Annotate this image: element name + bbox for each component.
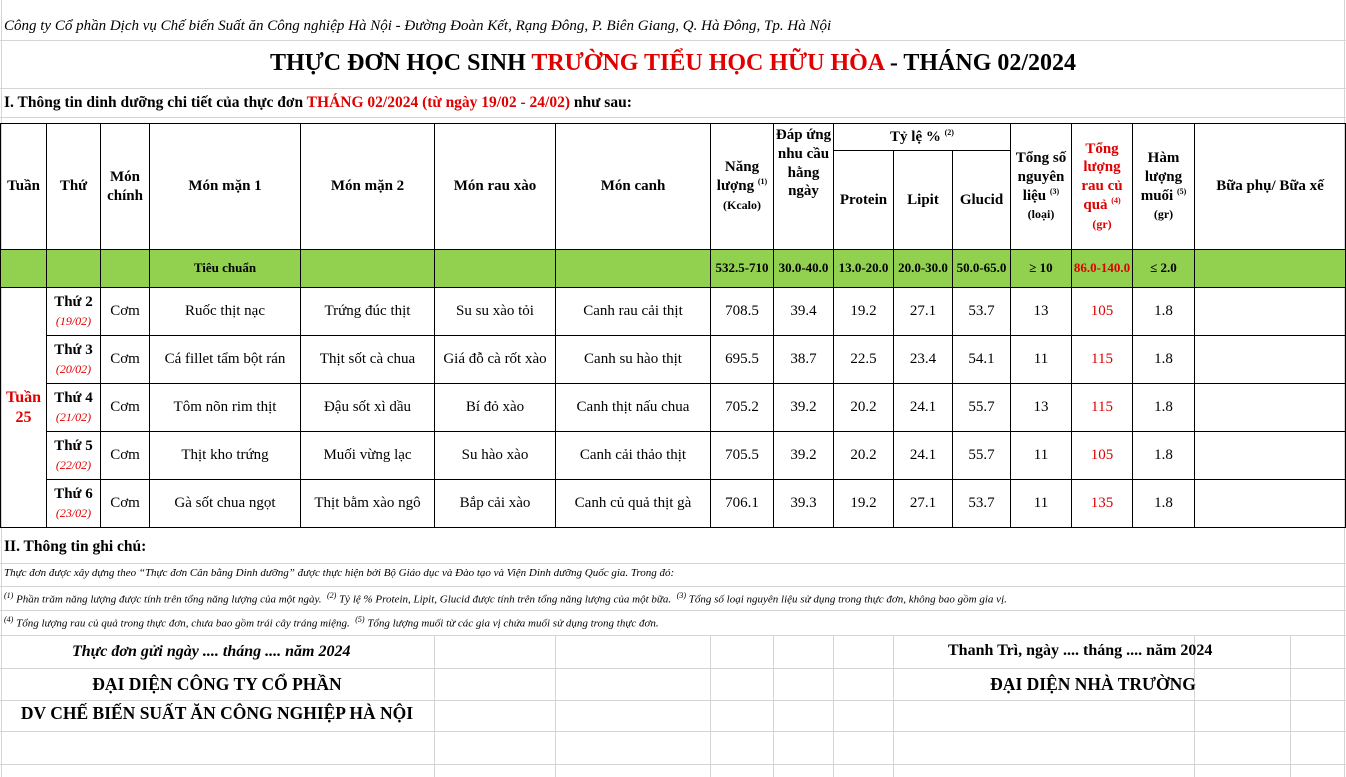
vegetable-dish-cell: Bắp cải xào	[435, 480, 556, 528]
school-representative-title: ĐẠI DIỆN NHÀ TRƯỜNG	[990, 674, 1196, 694]
main-dish-cell: Cơm	[101, 384, 150, 432]
header-ingredients	[1011, 124, 1072, 250]
header-ratio	[834, 124, 1011, 151]
lipit-cell: 24.1	[894, 384, 953, 432]
note-3-sup: (3)	[676, 591, 687, 600]
header-day: Thứ	[47, 124, 101, 250]
extra-meal-cell	[1195, 384, 1346, 432]
header-salt	[1133, 124, 1195, 250]
standard-row	[1, 250, 1346, 288]
vegetable-total-cell: 105	[1072, 288, 1133, 336]
glucid-cell: 53.7	[953, 288, 1011, 336]
section-2-heading: II. Thông tin ghi chú:	[4, 538, 147, 555]
header-daily-need: Đáp ứng nhu cầu hằng ngày	[774, 124, 834, 250]
header-protein: Protein	[834, 151, 894, 250]
header-vegetable-total-sup: (4)	[1111, 195, 1121, 205]
energy-cell: 706.1	[711, 480, 774, 528]
vegetable-total-cell: 135	[1072, 480, 1133, 528]
daily-need-cell: 39.2	[774, 432, 834, 480]
day-date: (21/02)	[55, 409, 92, 424]
protein-cell: 20.2	[834, 384, 894, 432]
protein-cell: 20.2	[834, 432, 894, 480]
header-dish-2: Món mặn 2	[301, 124, 435, 250]
day-date: (22/02)	[55, 457, 92, 472]
menu-table	[0, 123, 1346, 528]
header-energy-unit: (Kcalo)	[723, 197, 761, 212]
energy-cell: 708.5	[711, 288, 774, 336]
day-cell	[47, 480, 101, 528]
day-cell	[47, 336, 101, 384]
extra-meal-cell	[1195, 336, 1346, 384]
note-1: Phần trăm năng lượng được tính trên tổng năng lượng của một ngày.	[13, 593, 322, 606]
lipit-cell: 27.1	[894, 480, 953, 528]
note-2-sup: (2)	[326, 591, 337, 600]
glucid-cell: 53.7	[953, 480, 1011, 528]
dish-1-cell: Gà sốt chua ngọt	[150, 480, 301, 528]
day-name: Thứ 2	[54, 293, 93, 310]
day-date: (19/02)	[55, 313, 92, 328]
note-5: Tổng lượng muối từ các gia vị chứa muối sử dụng trong thực đơn.	[364, 617, 659, 630]
vegetable-total-cell: 115	[1072, 384, 1133, 432]
salt-cell: 1.8	[1133, 480, 1195, 528]
day-date: (23/02)	[55, 505, 92, 520]
day-name: Thứ 3	[54, 341, 93, 358]
header-energy-label: Năng lượng	[716, 159, 760, 195]
vegetable-dish-cell: Su su xào tỏi	[435, 288, 556, 336]
soup-cell: Canh rau cải thịt	[556, 288, 711, 336]
standard-ingredients: ≥ 10	[1011, 250, 1072, 288]
sent-date-line: Thực đơn gửi ngày .... tháng .... năm 2024	[72, 643, 351, 660]
note-intro: Thực đơn được xây dựng theo “Thực đơn Cân bằng Dinh dưỡng” được thực hiện bởi Bộ Giáo dục và Đào tạo và Viện Dinh dưỡng Quốc gia. Trong đó:	[4, 567, 675, 579]
salt-cell: 1.8	[1133, 432, 1195, 480]
glucid-cell: 54.1	[953, 336, 1011, 384]
protein-cell: 22.5	[834, 336, 894, 384]
header-ingredients-label: Tổng số nguyên liệu	[1015, 150, 1067, 204]
day-cell	[47, 384, 101, 432]
energy-cell: 705.5	[711, 432, 774, 480]
day-date: (20/02)	[55, 361, 92, 376]
vegetable-dish-cell: Bí đỏ xào	[435, 384, 556, 432]
dish-2-cell: Trứng đúc thịt	[301, 288, 435, 336]
header-vegetable-total-unit: (gr)	[1092, 216, 1112, 231]
soup-cell: Canh củ quả thịt gà	[556, 480, 711, 528]
table-row	[1, 480, 1346, 528]
header-salt-label: Hàm lượng muối	[1140, 150, 1183, 204]
standard-protein: 13.0-20.0	[834, 250, 894, 288]
ingredients-cell: 13	[1011, 288, 1072, 336]
glucid-cell: 55.7	[953, 384, 1011, 432]
ingredients-cell: 13	[1011, 384, 1072, 432]
protein-cell: 19.2	[834, 288, 894, 336]
salt-cell: 1.8	[1133, 336, 1195, 384]
lipit-cell: 27.1	[894, 288, 953, 336]
protein-cell: 19.2	[834, 480, 894, 528]
header-main-dish: Món chính	[101, 124, 150, 250]
table-row	[1, 384, 1346, 432]
header-extra-meal: Bữa phụ/ Bữa xế	[1195, 124, 1346, 250]
company-line: Công ty Cổ phần Dịch vụ Chế biến Suất ăn Công nghiệp Hà Nội - Đường Đoàn Kết, Rạng Đông, P. Biên Giang, Q. Hà Đông, Tp. Hà Nội	[4, 18, 832, 34]
standard-label: Tiêu chuẩn	[150, 250, 301, 288]
standard-salt: ≤ 2.0	[1133, 250, 1195, 288]
section-1-highlight: THÁNG 02/2024 (từ ngày 19/02 - 24/02)	[306, 94, 570, 111]
ingredients-cell: 11	[1011, 480, 1072, 528]
energy-cell: 695.5	[711, 336, 774, 384]
header-lipit: Lipit	[894, 151, 953, 250]
dish-1-cell: Ruốc thịt nạc	[150, 288, 301, 336]
note-line-2	[4, 615, 659, 630]
header-ingredients-sup: (3)	[1049, 186, 1060, 196]
daily-need-cell: 38.7	[774, 336, 834, 384]
day-name: Thứ 5	[54, 437, 93, 454]
note-5-sup: (5)	[355, 615, 365, 624]
title-school: TRƯỜNG TIỂU HỌC HỮU HÒA	[531, 50, 884, 76]
header-dish-1: Món mặn 1	[150, 124, 301, 250]
glucid-cell: 55.7	[953, 432, 1011, 480]
note-4: Tổng lượng rau củ quả trong thực đơn, chưa bao gồm trái cây tráng miệng.	[13, 617, 350, 630]
soup-cell: Canh cải thảo thịt	[556, 432, 711, 480]
note-1-sup: (1)	[4, 591, 14, 600]
daily-need-cell: 39.4	[774, 288, 834, 336]
main-dish-cell: Cơm	[101, 288, 150, 336]
header-ingredients-unit: (loại)	[1027, 207, 1055, 222]
section-1-suffix: như sau:	[570, 94, 632, 111]
dish-1-cell: Tôm nõn rim thịt	[150, 384, 301, 432]
day-cell	[47, 288, 101, 336]
header-vegetable-dish: Món rau xào	[435, 124, 556, 250]
vegetable-total-cell: 105	[1072, 432, 1133, 480]
main-dish-cell: Cơm	[101, 480, 150, 528]
page-title	[0, 50, 1346, 77]
daily-need-cell: 39.2	[774, 384, 834, 432]
vegetable-dish-cell: Giá đỗ cà rốt xào	[435, 336, 556, 384]
standard-daily-need: 30.0-40.0	[774, 250, 834, 288]
header-ratio-label: Tỷ lệ %	[890, 128, 941, 145]
table-row	[1, 288, 1346, 336]
salt-cell: 1.8	[1133, 384, 1195, 432]
dish-2-cell: Thịt sốt cà chua	[301, 336, 435, 384]
header-glucid: Glucid	[953, 151, 1011, 250]
company-representative-title-1: ĐẠI DIỆN CÔNG TY CỔ PHẦN	[92, 674, 342, 694]
title-suffix: - THÁNG 02/2024	[883, 50, 1077, 76]
header-vegetable-total-label: Tổng lượng rau củ quả	[1081, 140, 1123, 213]
company-representative-title-2: DV CHẾ BIẾN SUẤT ĂN CÔNG NGHIỆP HÀ NỘI	[20, 703, 414, 723]
soup-cell: Canh thịt nấu chua	[556, 384, 711, 432]
table-row	[1, 336, 1346, 384]
header-week: Tuần	[1, 124, 47, 250]
note-4-sup: (4)	[4, 615, 14, 624]
lipit-cell: 24.1	[894, 432, 953, 480]
note-line-1	[4, 591, 1007, 606]
note-3: Tổng số loại nguyên liệu sử dụng trong thực đơn, không bao gồm gia vị.	[686, 593, 1007, 606]
note-2: Tỷ lệ % Protein, Lipit, Glucid được tính trên tổng năng lượng của một bữa.	[336, 593, 672, 606]
extra-meal-cell	[1195, 288, 1346, 336]
standard-lipit: 20.0-30.0	[894, 250, 953, 288]
main-dish-cell: Cơm	[101, 336, 150, 384]
header-ratio-sup: (2)	[944, 127, 954, 137]
vegetable-dish-cell: Su hào xào	[435, 432, 556, 480]
day-name: Thứ 6	[54, 485, 93, 502]
vegetable-total-cell: 115	[1072, 336, 1133, 384]
ingredients-cell: 11	[1011, 432, 1072, 480]
extra-meal-cell	[1195, 480, 1346, 528]
standard-glucid: 50.0-65.0	[953, 250, 1011, 288]
school-date-line: Thanh Trì, ngày .... tháng .... năm 2024	[948, 642, 1213, 659]
standard-vegetable-total: 86.0-140.0	[1072, 250, 1133, 288]
salt-cell: 1.8	[1133, 288, 1195, 336]
day-cell	[47, 432, 101, 480]
section-1-heading	[4, 94, 632, 112]
dish-2-cell: Thịt bằm xào ngô	[301, 480, 435, 528]
extra-meal-cell	[1195, 432, 1346, 480]
lipit-cell: 23.4	[894, 336, 953, 384]
main-dish-cell: Cơm	[101, 432, 150, 480]
section-1-prefix: I. Thông tin dinh dưỡng chi tiết của thực đơn	[4, 94, 307, 111]
table-row	[1, 432, 1346, 480]
header-soup: Món canh	[556, 124, 711, 250]
daily-need-cell: 39.3	[774, 480, 834, 528]
title-prefix: THỰC ĐƠN HỌC SINH	[269, 50, 532, 76]
dish-1-cell: Thịt kho trứng	[150, 432, 301, 480]
dish-2-cell: Đậu sốt xì dầu	[301, 384, 435, 432]
soup-cell: Canh su hào thịt	[556, 336, 711, 384]
header-salt-unit: (gr)	[1153, 207, 1174, 222]
header-salt-sup: (5)	[1176, 186, 1187, 196]
header-energy-sup: (1)	[757, 177, 768, 187]
header-vegetable-total	[1072, 124, 1133, 250]
standard-energy: 532.5-710	[711, 250, 774, 288]
day-name: Thứ 4	[54, 389, 93, 406]
dish-2-cell: Muối vừng lạc	[301, 432, 435, 480]
dish-1-cell: Cá fillet tẩm bột rán	[150, 336, 301, 384]
week-label: Tuần 25	[1, 288, 47, 528]
energy-cell: 705.2	[711, 384, 774, 432]
ingredients-cell: 11	[1011, 336, 1072, 384]
header-energy	[711, 124, 774, 250]
